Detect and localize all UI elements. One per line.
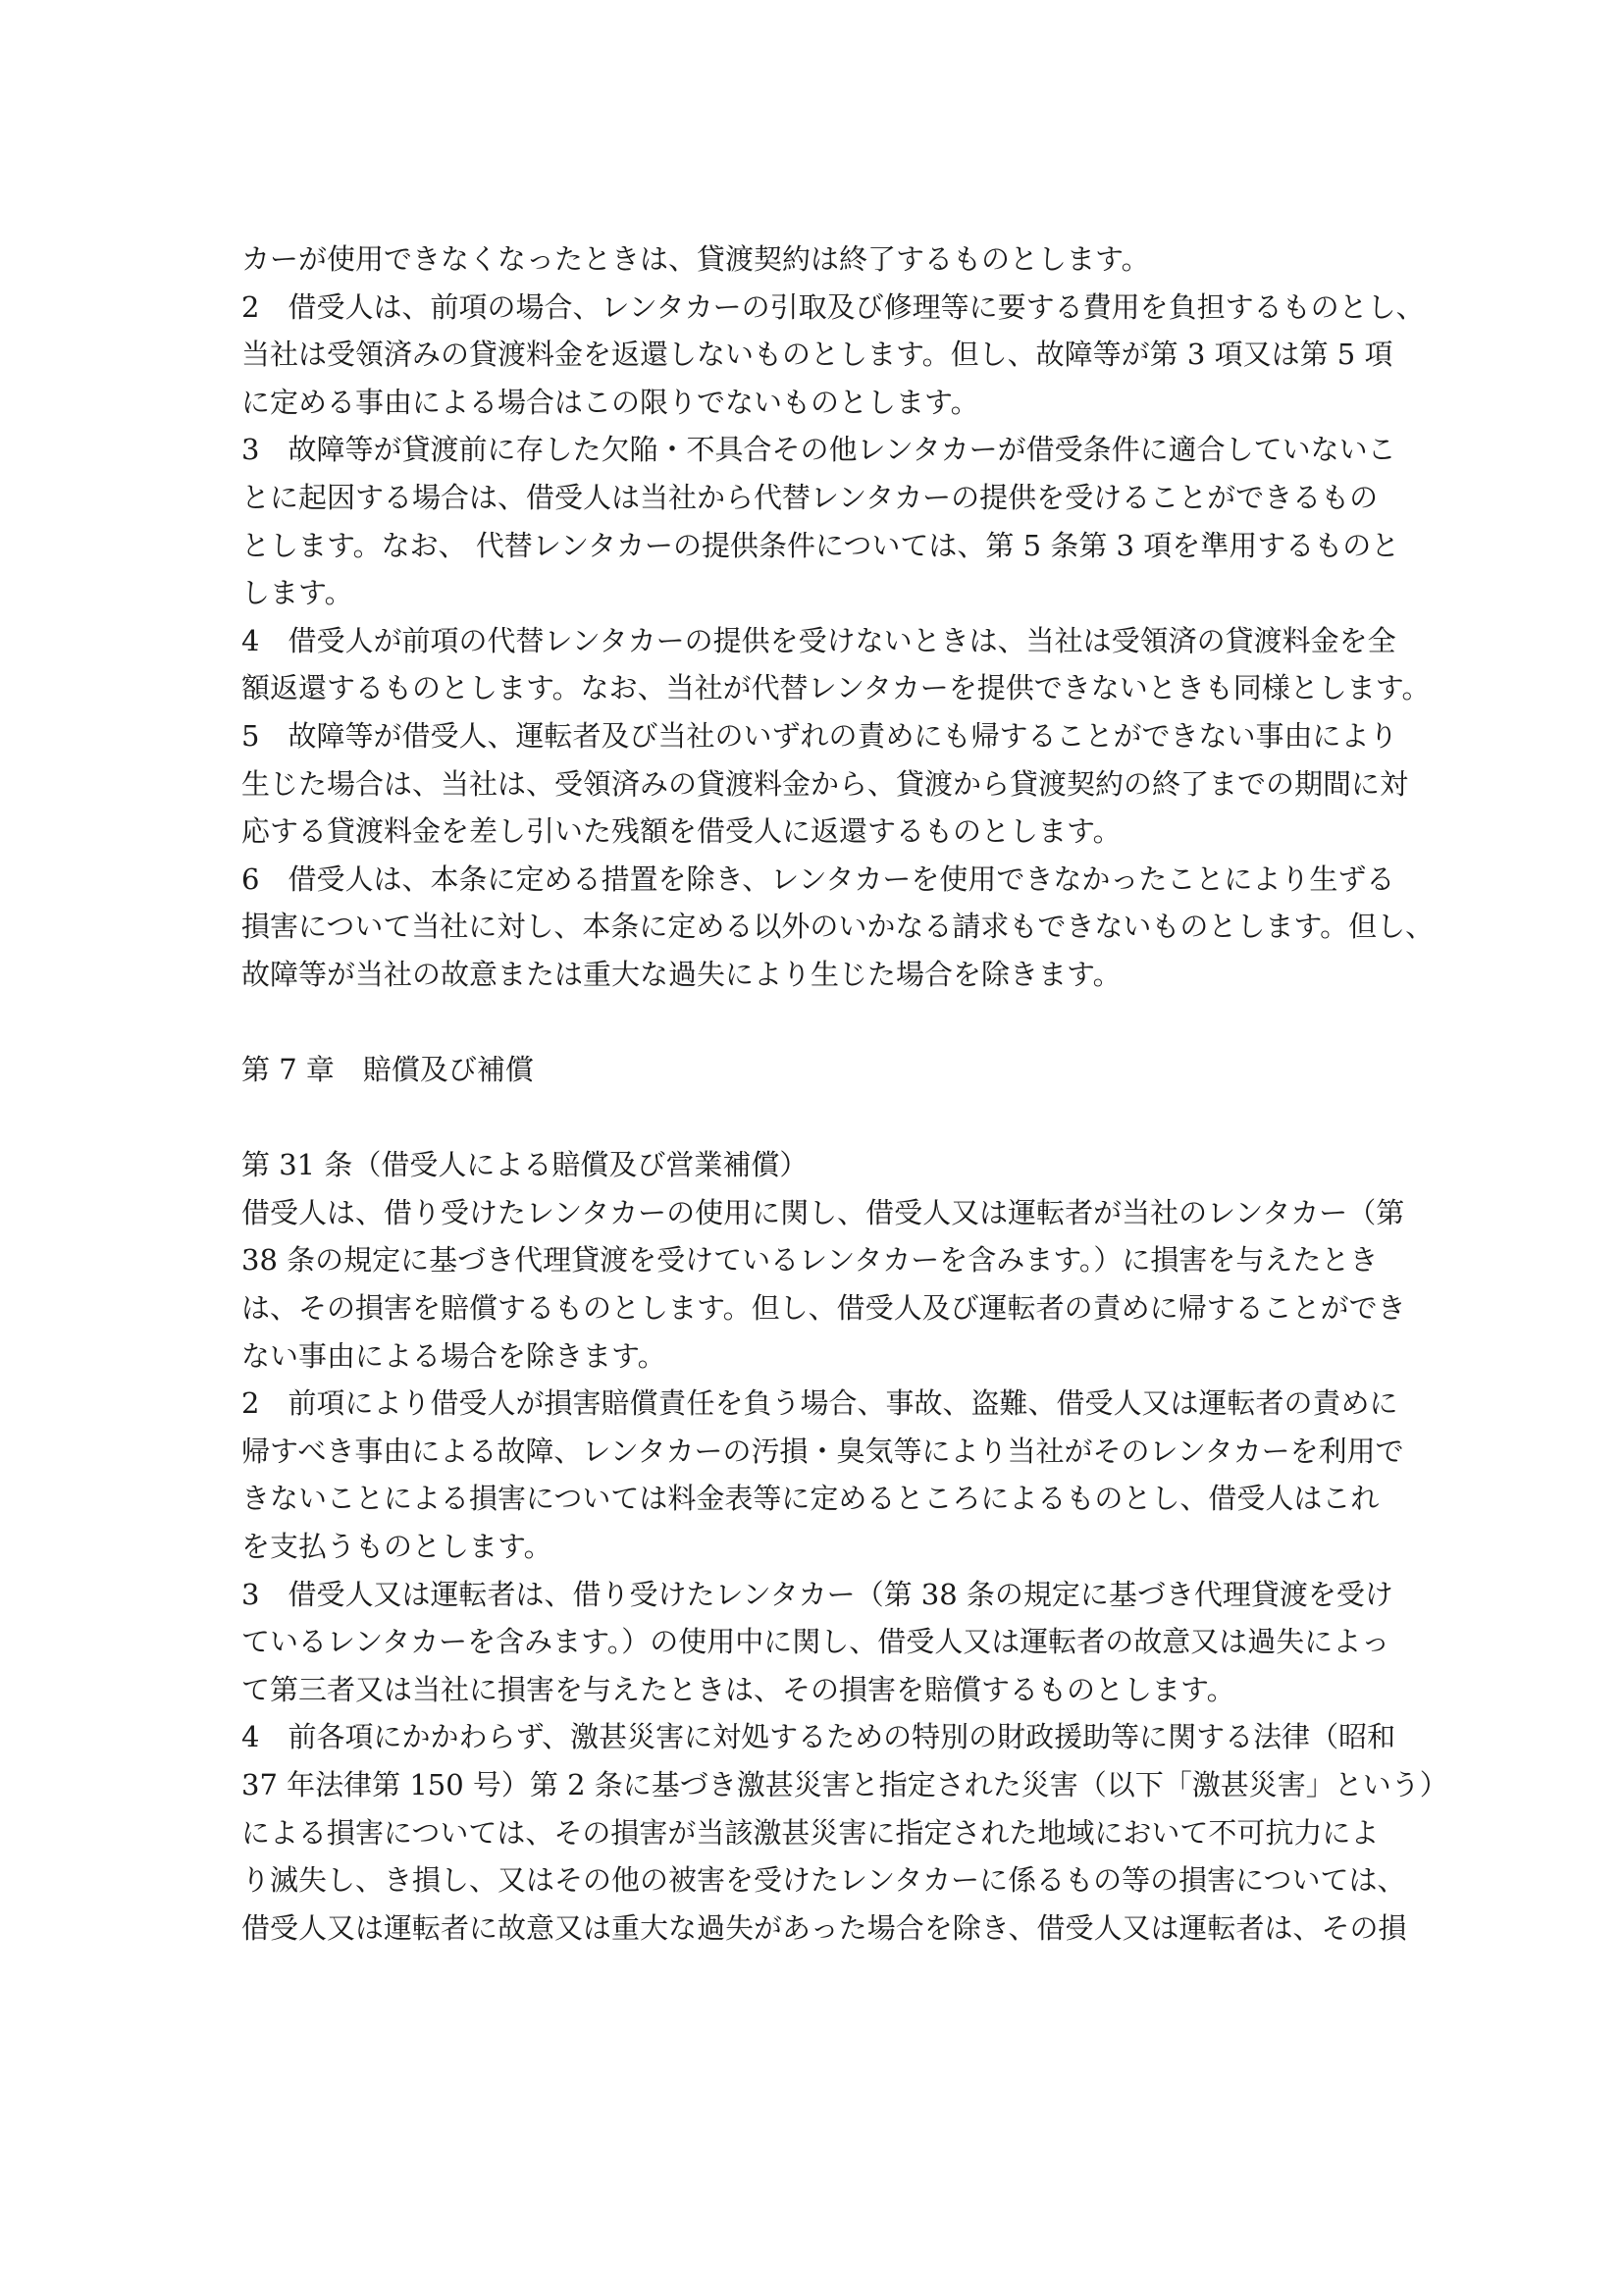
body-line: 当社は受領済みの貸渡料金を返還しないものとします。但し、故障等が第 3 項又は第 5 項	[241, 338, 1393, 372]
article-line: ない事由による場合を除きます。	[241, 1338, 666, 1373]
body-line: 応する貸渡料金を差し引いた残額を借受人に返還するものとします。	[241, 814, 1122, 849]
blank-line	[241, 1094, 1419, 1142]
article-line: は、その損害を賠償するものとします。但し、借受人及び運転者の責めに帰することができ	[241, 1291, 1406, 1326]
article-line: り滅失し、き損し、又はその他の被害を受けたレンタカーに係るもの等の損害については、	[241, 1863, 1406, 1898]
article-line: 借受人は、借り受けたレンタカーの使用に関し、借受人又は運転者が当社のレンタカー（第	[241, 1195, 1405, 1229]
body-line: 5 故障等が借受人、運転者及び当社のいずれの責めにも帰することができない事由により	[241, 718, 1398, 753]
article-line: 3 借受人又は運転者は、借り受けたレンタカー（第 38 条の規定に基づき代理貸渡を受け	[241, 1577, 1393, 1611]
article-line: 4 前各項にかかわらず、激甚災害に対処するための特別の財政援助等に関する法律（昭和	[241, 1720, 1396, 1754]
body-line: します。	[241, 576, 353, 610]
body-line: 損害について当社に対し、本条に定める以外のいかなる請求もできないものとします。但し、	[241, 910, 1435, 944]
blank-line	[241, 999, 1419, 1047]
body-line: カーが使用できなくなったときは、貸渡契約は終了するものとします。	[241, 242, 1150, 276]
body-line: 6 借受人は、本条に定める措置を除き、レンタカーを使用できなかったことにより生ずる	[241, 861, 1395, 896]
chapter-title: 第 7 章 賠償及び補償	[241, 1053, 534, 1087]
body-line: 額返還するものとします。なお、当社が代替レンタカーを提供できないときも同様とします。	[241, 671, 1431, 705]
article-line: ているレンタカーを含みます。）の使用中に関し、借受人又は運転者の故意又は過失によっ	[241, 1625, 1390, 1659]
article-line: て第三者又は当社に損害を与えたときは、その損害を賠償するものとします。	[241, 1672, 1235, 1706]
article-line: による損害については、その損害が当該激甚災害に指定された地域において不可抗力によ	[241, 1815, 1380, 1850]
body-line: 4 借受人が前項の代替レンタカーの提供を受けないときは、当社は受領済の貸渡料金を全	[241, 623, 1396, 657]
body-line: 2 借受人は、前項の場合、レンタカーの引取及び修理等に要する費用を負担するものとし、	[241, 289, 1425, 324]
article-line: きないことによる損害については料金表等に定めるところによるものとし、借受人はこれ	[241, 1482, 1380, 1516]
article-line: 帰すべき事由による故障、レンタカーの汚損・臭気等により当社がそのレンタカーを利用で	[241, 1434, 1404, 1468]
body-line: 3 故障等が貸渡前に存した欠陥・不具合その他レンタカーが借受条件に適合していないこ	[241, 433, 1396, 467]
body-line: 生じた場合は、当社は、受領済みの貸渡料金から、貸渡から貸渡契約の終了までの期間に対	[241, 766, 1409, 801]
article-line: を支払うものとします。	[241, 1530, 552, 1564]
article-line: 借受人又は運転者に故意又は重大な過失があった場合を除き、借受人又は運転者は、その損	[241, 1910, 1407, 1945]
article-line: 2 前項により借受人が損害賠償責任を負う場合、事故、盗難、借受人又は運転者の責めに	[241, 1386, 1398, 1421]
body-line: 故障等が当社の故意または重大な過失により生じた場合を除きます。	[241, 957, 1122, 991]
body-line: とに起因する場合は、借受人は当社から代替レンタカーの提供を受けることができるもの	[241, 480, 1379, 514]
article-title: 第 31 条（借受人による賠償及び営業補償）	[241, 1148, 809, 1182]
article-line: 37 年法律第 150 号）第 2 条に基づき激甚災害と指定された災害（以下「激甚災害」という）	[241, 1768, 1448, 1801]
document-body	[241, 235, 1448, 1952]
body-line: とします。なお、 代替レンタカーの提供条件については、第 5 条第 3 項を準用するものと	[241, 528, 1400, 562]
body-line: に定める事由による場合はこの限りでないものとします。	[241, 385, 979, 419]
article-line: 38 条の規定に基づき代理貸渡を受けているレンタカーを含みます。）に損害を与えたとき	[241, 1243, 1379, 1278]
